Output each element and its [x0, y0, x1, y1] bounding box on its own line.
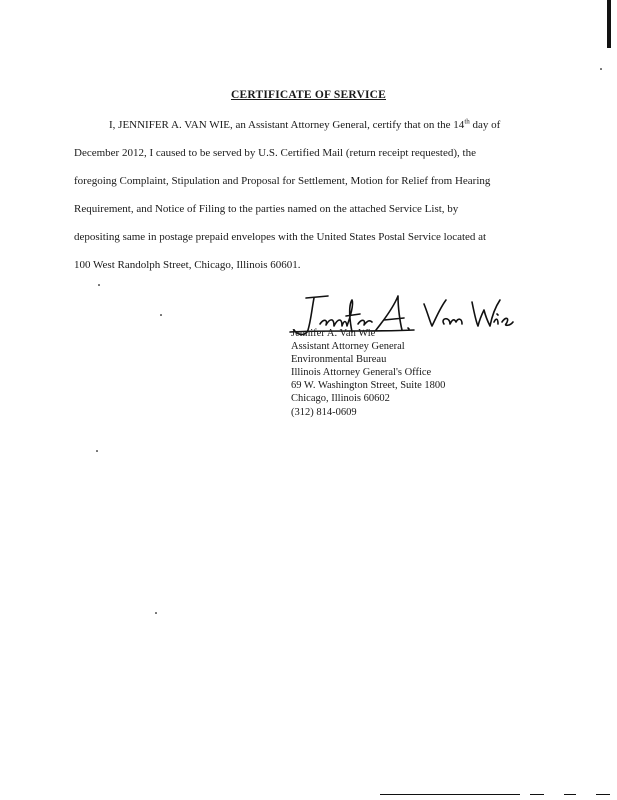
signer-office: Illinois Attorney General's Office [291, 367, 432, 379]
paragraph-line-1 [109, 119, 500, 131]
paragraph-line-3: foregoing Complaint, Stipulation and Proposal for Settlement, Motion for Relief from Hearing [74, 175, 491, 187]
signature-block [291, 327, 445, 419]
signer-city: Chicago, Illinois 60602 [291, 393, 390, 405]
page-title: CERTIFICATE OF SERVICE [230, 89, 387, 101]
scan-speck [160, 314, 162, 316]
scan-speck [155, 612, 157, 614]
signer-address: 69 W. Washington Street, Suite 1800 [291, 380, 446, 392]
scan-bottom-dash-2 [564, 794, 576, 795]
ordinal-suffix: th [464, 117, 470, 126]
paragraph-line-1-end: day of [469, 119, 501, 131]
scan-bottom-dash-3 [596, 794, 610, 795]
paragraph-line-1-text: I, JENNIFER A. VAN WIE, an Assistant Attorney General, certify that on the 14 [109, 119, 465, 131]
paragraph-line-5: depositing same in postage prepaid envelopes with the United States Postal Service located at [74, 231, 487, 243]
scan-speck [96, 450, 98, 452]
paragraph-line-2: December 2012, I caused to be served by U.S. Certified Mail (return receipt requested), the [74, 147, 476, 159]
scan-bottom-dash [530, 794, 544, 795]
paragraph-line-6: 100 West Randolph Street, Chicago, Illinois 60601. [74, 259, 301, 271]
scan-edge-mark [607, 0, 611, 48]
signer-phone: (312) 814-0609 [291, 406, 357, 418]
paragraph-line-4: Requirement, and Notice of Filing to the parties named on the attached Service List, by [74, 203, 459, 215]
signer-bureau: Environmental Bureau [291, 354, 387, 366]
scan-speck [600, 68, 602, 70]
signer-title: Assistant Attorney General [291, 341, 405, 353]
scan-speck [98, 284, 100, 286]
signer-name: Jennifer A. Van Wie [291, 328, 376, 339]
scan-bottom-line [380, 794, 520, 795]
